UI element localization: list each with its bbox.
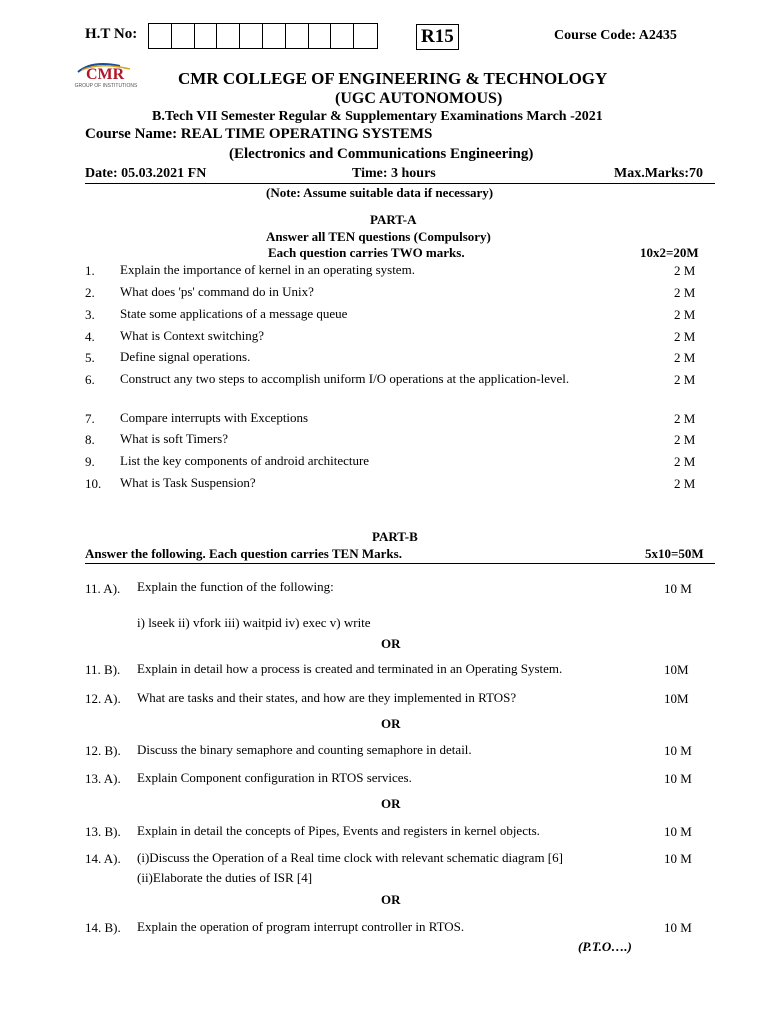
question-marks: 10 M bbox=[664, 920, 692, 935]
question-text: Explain the function of the following: bbox=[137, 579, 334, 594]
exam-date: Date: 05.03.2021 FN bbox=[85, 166, 207, 181]
part-b-total: 5x10=50M bbox=[645, 546, 704, 561]
question-text: Explain in detail how a process is created and terminated in an Operating System. bbox=[137, 661, 563, 676]
question-number: 8. bbox=[85, 432, 95, 447]
question-text: List the key components of android architecture bbox=[120, 453, 370, 468]
ht-digit-box bbox=[149, 24, 172, 48]
question-marks: 2 M bbox=[674, 350, 696, 365]
question-text: Explain Component configuration in RTOS services. bbox=[137, 770, 412, 785]
question-text: Define signal operations. bbox=[120, 349, 251, 364]
part-b-divider bbox=[85, 563, 715, 564]
question-marks: 2 M bbox=[674, 476, 696, 491]
question-text: State some applications of a message queue bbox=[120, 306, 348, 321]
part-a-marks-note: Each question carries TWO marks. bbox=[268, 245, 465, 260]
question-number: 10. bbox=[85, 476, 102, 491]
question-marks: 10 M bbox=[664, 771, 692, 786]
question-text: Discuss the binary semaphore and counting semaphore in detail. bbox=[137, 742, 472, 757]
question-number: 12. B). bbox=[85, 743, 121, 758]
question-number: 11. A). bbox=[85, 581, 121, 596]
max-marks: Max.Marks:70 bbox=[614, 166, 704, 181]
question-text: Explain the importance of kernel in an operating system. bbox=[120, 262, 415, 277]
ht-digit-box bbox=[286, 24, 309, 48]
course-name: Course Name: REAL TIME OPERATING SYSTEMS bbox=[85, 126, 433, 142]
question-marks: 2 M bbox=[674, 263, 696, 278]
question-marks: 2 M bbox=[674, 329, 696, 344]
part-a-title: PART-A bbox=[370, 212, 417, 227]
ht-digit-box bbox=[263, 24, 286, 48]
question-subtext: i) lseek ii) vfork iii) waitpid iv) exec v) write bbox=[137, 615, 371, 630]
question-number: 9. bbox=[85, 454, 95, 469]
question-text: Explain the operation of program interrupt controller in RTOS. bbox=[137, 919, 465, 934]
college-logo bbox=[72, 62, 140, 90]
question-text: Construct any two steps to accomplish uniform I/O operations at the application-level. bbox=[120, 371, 570, 386]
part-a-instruction: Answer all TEN questions (Compulsory) bbox=[266, 229, 491, 244]
ht-digit-box bbox=[309, 24, 332, 48]
regulation-badge: R15 bbox=[416, 24, 459, 50]
or-separator: OR bbox=[381, 636, 401, 651]
question-marks: 2 M bbox=[674, 432, 696, 447]
question-text: (i)Discuss the Operation of a Real time clock with relevant schematic diagram [6] bbox=[137, 850, 563, 865]
hall-ticket-boxes bbox=[148, 23, 378, 49]
exam-note: (Note: Assume suitable data if necessary) bbox=[266, 185, 494, 200]
question-text: (ii)Elaborate the duties of ISR [4] bbox=[137, 870, 313, 885]
header-divider bbox=[85, 183, 715, 184]
ht-digit-box bbox=[354, 24, 377, 48]
question-marks: 10M bbox=[664, 691, 689, 706]
branch-name: (Electronics and Communications Engineering) bbox=[229, 146, 534, 162]
question-text: What does 'ps' command do in Unix? bbox=[120, 284, 314, 299]
ht-digit-box bbox=[331, 24, 354, 48]
question-marks: 2 M bbox=[674, 411, 696, 426]
part-b-instruction: Answer the following. Each question carries TEN Marks. bbox=[85, 546, 402, 561]
question-number: 1. bbox=[85, 263, 95, 278]
question-marks: 10 M bbox=[664, 851, 692, 866]
question-number: 2. bbox=[85, 285, 95, 300]
ht-digit-box bbox=[217, 24, 240, 48]
question-number: 6. bbox=[85, 372, 95, 387]
question-number: 14. A). bbox=[85, 851, 121, 866]
question-marks: 2 M bbox=[674, 307, 696, 322]
question-number: 14. B). bbox=[85, 920, 121, 935]
or-separator: OR bbox=[381, 892, 401, 907]
exam-title: B.Tech VII Semester Regular & Supplementary Examinations March -2021 bbox=[152, 109, 603, 124]
exam-time: Time: 3 hours bbox=[352, 166, 436, 181]
question-marks: 2 M bbox=[674, 372, 696, 387]
question-number: 5. bbox=[85, 350, 95, 365]
or-separator: OR bbox=[381, 716, 401, 731]
question-text: Explain in detail the concepts of Pipes, Events and registers in kernel objects. bbox=[137, 823, 540, 838]
autonomous-label: (UGC AUTONOMOUS) bbox=[335, 90, 503, 107]
ht-digit-box bbox=[240, 24, 263, 48]
question-marks: 10 M bbox=[664, 824, 692, 839]
hall-ticket-label: H.T No: bbox=[85, 26, 138, 42]
question-marks: 10 M bbox=[664, 743, 692, 758]
question-text: What is Task Suspension? bbox=[120, 475, 256, 490]
question-number: 12. A). bbox=[85, 691, 121, 706]
question-number: 11. B). bbox=[85, 662, 121, 677]
question-text: Compare interrupts with Exceptions bbox=[120, 410, 309, 425]
part-a-total: 10x2=20M bbox=[640, 245, 699, 260]
please-turn-over: (P.T.O….) bbox=[578, 939, 632, 954]
question-text: What is Context switching? bbox=[120, 328, 265, 343]
ht-digit-box bbox=[195, 24, 218, 48]
college-name: CMR COLLEGE OF ENGINEERING & TECHNOLOGY bbox=[178, 69, 608, 88]
question-number: 4. bbox=[85, 329, 95, 344]
question-number: 13. A). bbox=[85, 771, 121, 786]
question-marks: 10M bbox=[664, 662, 689, 677]
question-marks: 2 M bbox=[674, 285, 696, 300]
question-number: 7. bbox=[85, 411, 95, 426]
question-number: 13. B). bbox=[85, 824, 121, 839]
course-code: Course Code: A2435 bbox=[554, 28, 677, 43]
logo-subtext: GROUP OF INSTITUTIONS bbox=[74, 83, 138, 89]
question-text: What are tasks and their states, and how are they implemented in RTOS? bbox=[137, 690, 517, 705]
question-text: What is soft Timers? bbox=[120, 431, 228, 446]
question-marks: 10 M bbox=[664, 581, 692, 596]
ht-digit-box bbox=[172, 24, 195, 48]
question-marks: 2 M bbox=[674, 454, 696, 469]
logo-text: CMR bbox=[86, 66, 125, 83]
or-separator: OR bbox=[381, 796, 401, 811]
question-number: 3. bbox=[85, 307, 95, 322]
part-b-title: PART-B bbox=[372, 529, 418, 544]
